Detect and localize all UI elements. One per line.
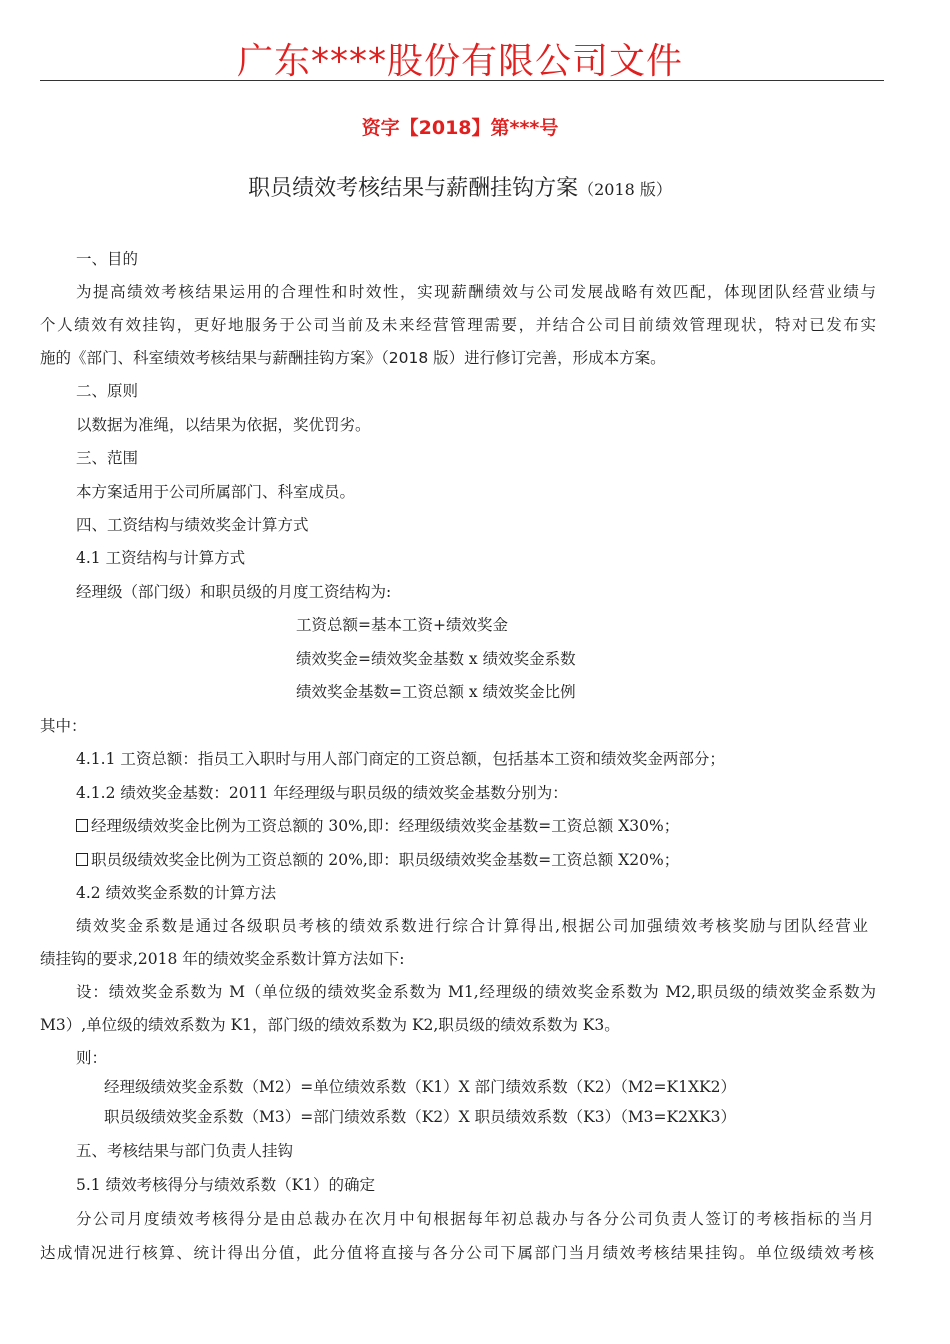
bullet-staff-ratio-text: 职员级绩效奖金比例为工资总额的 20%,即：职员级绩效奖金基数=工资总额 X20%； bbox=[91, 851, 680, 869]
section-4-2-heading: 4.2 绩效奖金系数的计算方法 bbox=[76, 884, 277, 902]
section-2-paragraph: 以数据为准绳，以结果为依据，奖优罚劣。 bbox=[76, 416, 371, 434]
header-divider bbox=[40, 80, 884, 81]
then-label: 则： bbox=[76, 1049, 108, 1067]
referenced-document-version: （2018 版） bbox=[381, 349, 465, 367]
section-4-2-definition-line-1: 设：绩效奖金系数为 M（单位级的绩效奖金系数为 M1,经理级的绩效奖金系数为 M2,职员级的绩效奖金系数为 bbox=[76, 983, 876, 1001]
section-5-1-heading: 5.1 绩效考核得分与绩效系数（K1）的确定 bbox=[76, 1176, 376, 1194]
section-3-heading: 三、范围 bbox=[76, 449, 139, 467]
clause-4-1-1: 4.1.1 工资总额：指员工入职时与用人部门商定的工资总额，包括基本工资和绩效奖金两部分； bbox=[76, 750, 725, 768]
section-4-2-definition-line-2: M3）,单位级的绩效系数为 K1，部门级的绩效系数为 K2,职员级的绩效系数为 K3。 bbox=[40, 1016, 620, 1034]
section-4-1-intro: 经理级（部门级）和职员级的月度工资结构为: bbox=[76, 583, 392, 601]
section-2-heading: 二、原则 bbox=[76, 382, 139, 400]
checkbox-icon bbox=[76, 819, 88, 832]
section-4-heading: 四、工资结构与绩效奖金计算方式 bbox=[76, 516, 309, 534]
section-4-2-paragraph-line-1: 绩效奖金系数是通过各级职员考核的绩效系数进行综合计算得出,根据公司加强绩效考核奖励与团队经营业 bbox=[76, 917, 868, 935]
section-5-heading: 五、考核结果与部门负责人挂钩 bbox=[76, 1142, 294, 1160]
bullet-manager-ratio bbox=[76, 813, 679, 839]
bullet-manager-ratio-text: 经理级绩效奖金比例为工资总额的 30%,即：经理级绩效奖金基数=工资总额 X30%； bbox=[91, 817, 680, 835]
section-5-1-paragraph-line-2: 达成情况进行核算、统计得出分值，此分值将直接与各分公司下属部门当月绩效考核结果挂钩。单位级绩效考核 bbox=[40, 1244, 874, 1262]
formula-salary-total: 工资总额=基本工资+绩效奖金 bbox=[296, 616, 508, 634]
document-title-text: 职员绩效考核结果与薪酬挂钩方案 bbox=[248, 176, 579, 201]
section-1-heading: 一、目的 bbox=[76, 250, 139, 268]
section-4-2-paragraph-line-2: 绩挂钩的要求,2018 年的绩效奖金系数计算方法如下: bbox=[40, 950, 405, 968]
section-4-1-heading: 4.1 工资结构与计算方式 bbox=[76, 549, 246, 567]
bullet-staff-ratio bbox=[76, 847, 679, 873]
formula-bonus-base: 绩效奖金基数=工资总额 x 绩效奖金比例 bbox=[296, 683, 576, 701]
section-1-paragraph-line-2: 个人绩效有效挂钩，更好地服务于公司当前及未来经营管理需要，并结合公司目前绩效管理现状，特对已发布实 bbox=[40, 316, 876, 334]
section-1-paragraph-line-1: 为提高绩效考核结果运用的合理性和时效性，实现薪酬绩效与公司发展战略有效匹配，体现团队经营业绩与 bbox=[76, 283, 876, 301]
document-number: 资字【2018】第***号 bbox=[361, 117, 559, 139]
paragraph-ending: 进行修订完善，形成本方案。 bbox=[464, 349, 666, 367]
section-1-paragraph-line-3 bbox=[40, 345, 666, 371]
formula-staff-coefficient: 职员级绩效奖金系数（M3）=部门绩效系数（K2）X 职员绩效系数（K3）（M3=K2XK3） bbox=[104, 1108, 736, 1126]
document-title bbox=[0, 172, 920, 207]
where-label: 其中： bbox=[40, 717, 87, 735]
clause-4-1-2: 4.1.2 绩效奖金基数：2011 年经理级与职员级的绩效奖金基数分别为： bbox=[76, 784, 568, 802]
company-header-title: 广东****股份有限公司文件 bbox=[236, 41, 683, 82]
formula-performance-bonus: 绩效奖金=绩效奖金基数 x 绩效奖金系数 bbox=[296, 650, 576, 668]
document-title-version: （2018 版） bbox=[578, 180, 672, 199]
section-5-1-paragraph-line-1: 分公司月度绩效考核得分是由总裁办在次月中旬根据每年初总裁办与各分公司负责人签订的考核指标的当月 bbox=[76, 1210, 874, 1228]
formula-manager-coefficient: 经理级绩效奖金系数（M2）=单位绩效系数（K1）X 部门绩效系数（K2）（M2=K1XK2） bbox=[104, 1078, 736, 1096]
section-3-paragraph: 本方案适用于公司所属部门、科室成员。 bbox=[76, 483, 356, 501]
referenced-document-name: 施的《部门、科室绩效考核结果与薪酬挂钩方案》 bbox=[40, 349, 382, 367]
checkbox-icon bbox=[76, 853, 88, 866]
